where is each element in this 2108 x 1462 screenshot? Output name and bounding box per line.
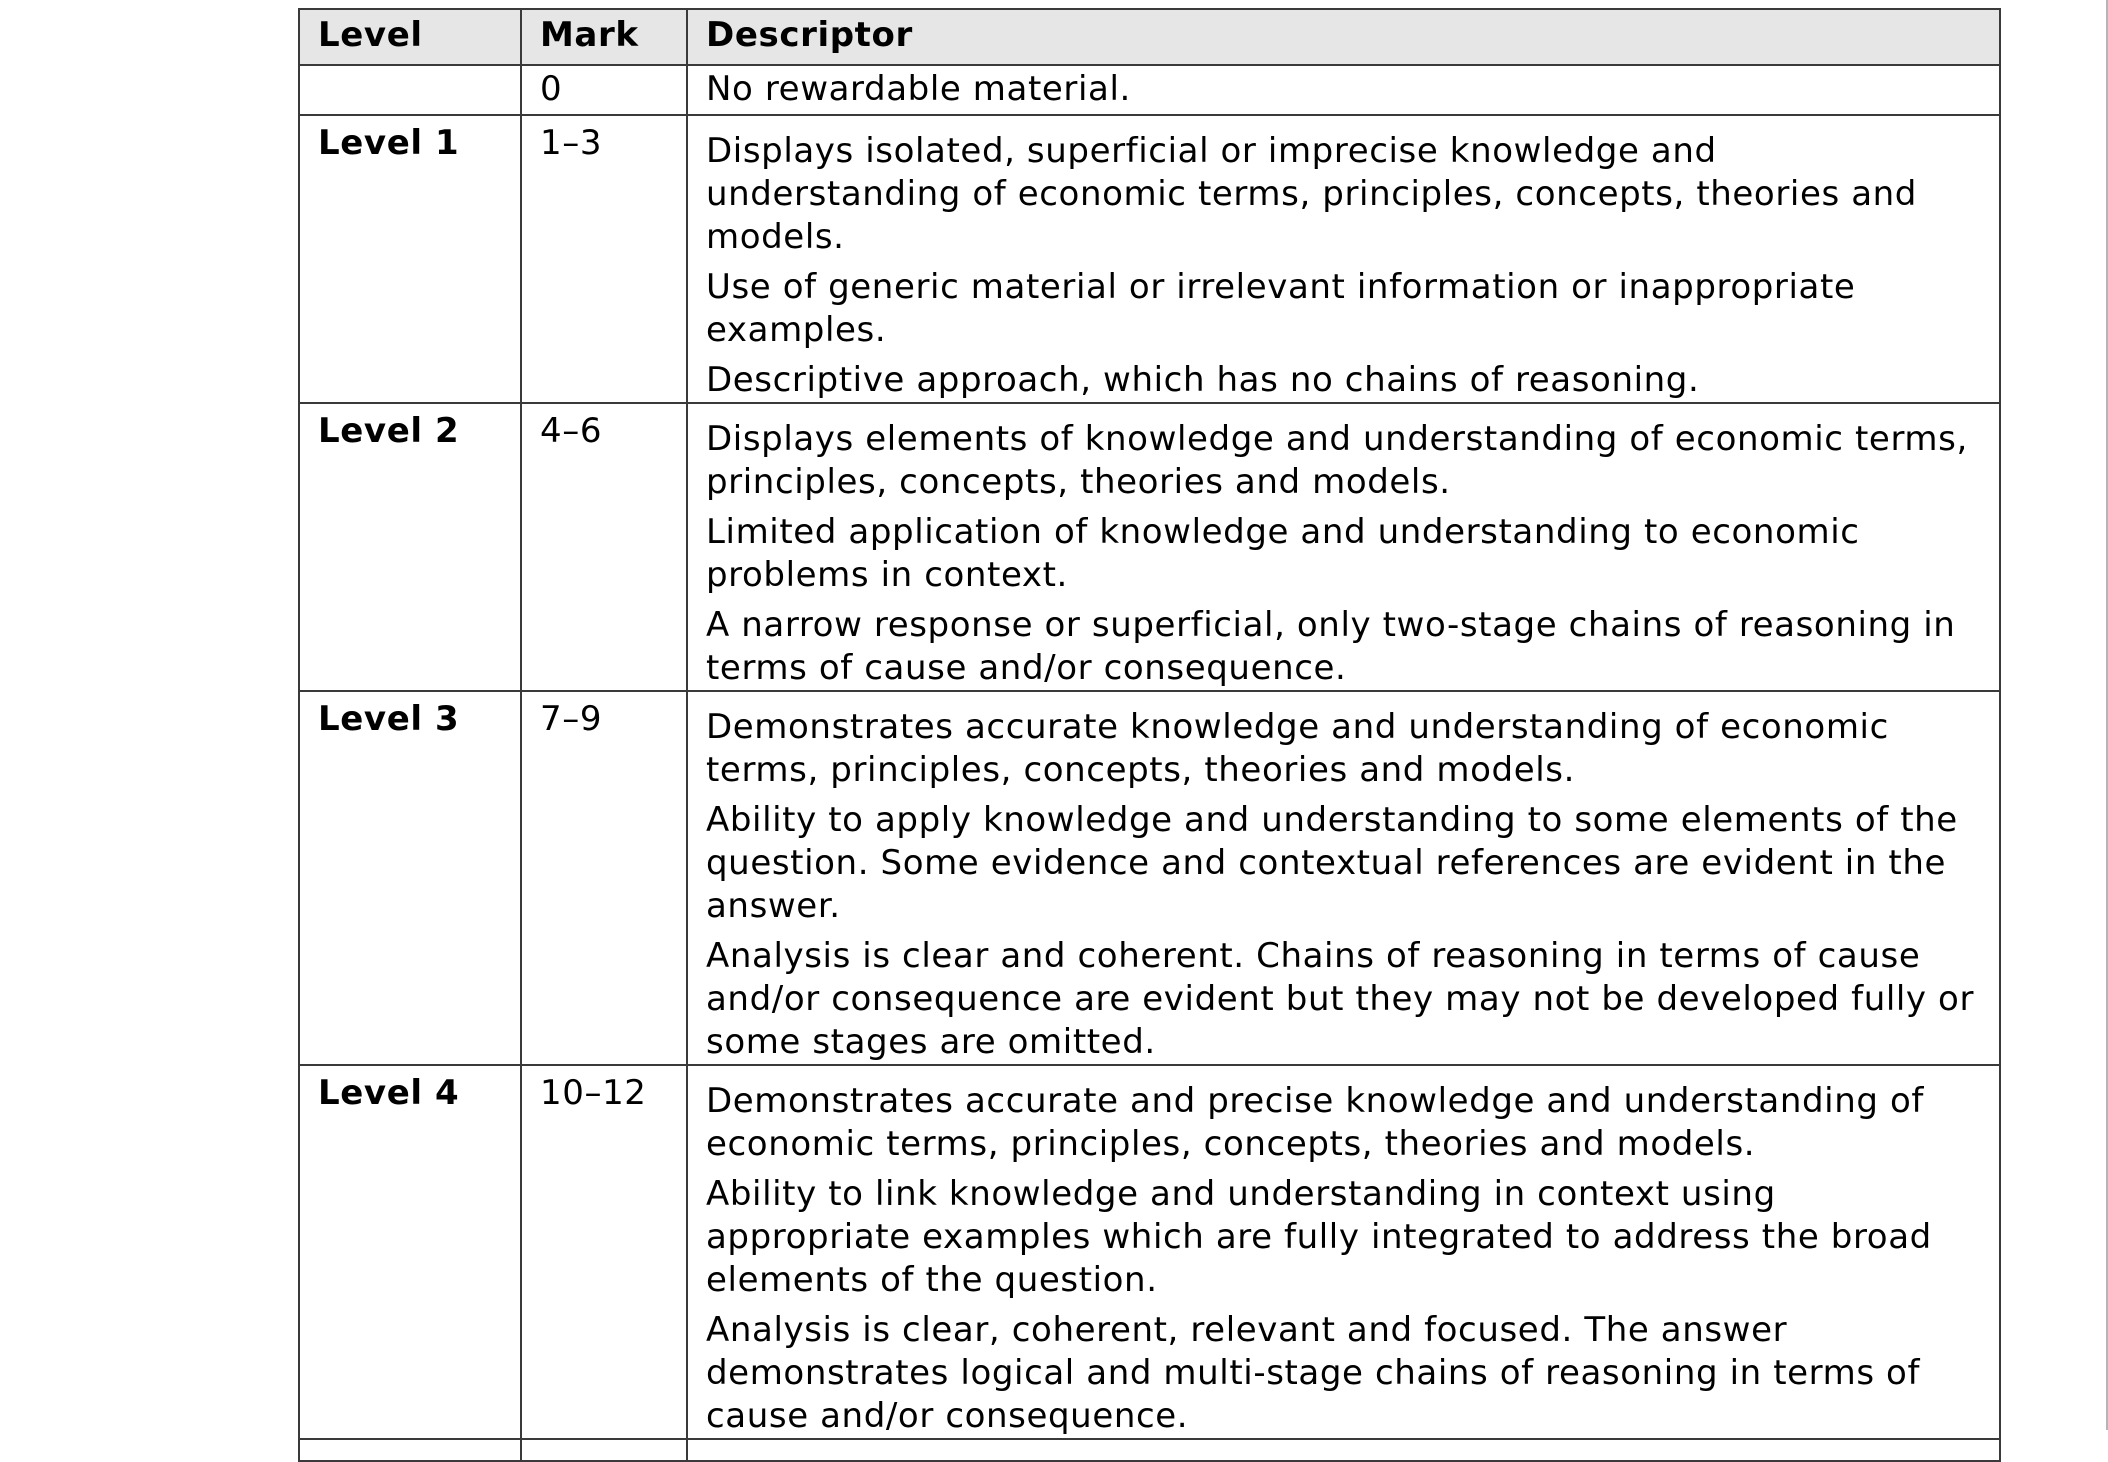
mark-cell: 1–3 [521,115,687,403]
descriptor-text: Use of generic material or irrelevant information or inappropriate examples. [706,267,1856,350]
table-row-cutoff [299,1439,2000,1461]
level-cell: Level 4 [299,1065,521,1439]
header-row [299,9,2000,65]
descriptor-text: Ability to apply knowledge and understanding to some elements of the question. Some evidence and contextual references are evident in the answer. [706,800,1958,926]
level-cell: Level 3 [299,691,521,1065]
header-level: Level [299,9,521,65]
mark-cell: 4–6 [521,403,687,691]
descriptor-text: Displays isolated, superficial or imprecise knowledge and understanding of economic terms, principles, concepts, theories and models. [706,131,1917,257]
descriptor-text: Limited application of knowledge and understanding to economic problems in context. [706,512,1860,595]
mark-cell: 10–12 [521,1065,687,1439]
header-descriptor: Descriptor [687,9,2000,65]
descriptor-text: Demonstrates accurate and precise knowledge and understanding of economic terms, principles, concepts, theories and models. [706,1081,1924,1164]
table-header [299,9,2000,65]
descriptor-cell [687,115,2000,403]
table-row-0 [299,65,2000,115]
descriptor-text: Ability to link knowledge and understanding in context using appropriate examples which are fully integrated to address the broad elements of the question. [706,1174,1932,1300]
descriptor-cell [687,65,2000,115]
descriptor-text: Displays elements of knowledge and understanding of economic terms, principles, concepts, theories and models. [706,419,1968,502]
empty-cell [299,1439,521,1461]
descriptor-cell [687,403,2000,691]
descriptor-text: A narrow response or superficial, only two-stage chains of reasoning in terms of cause and/or consequence. [706,605,1956,688]
table-row-level-2 [299,403,2000,691]
mark-cell: 7–9 [521,691,687,1065]
level-cell: Level 2 [299,403,521,691]
descriptor-text: Analysis is clear and coherent. Chains of reasoning in terms of cause and/or consequence are evident but they may not be developed fully or some stages are omitted. [706,936,1975,1062]
descriptor-text: Demonstrates accurate knowledge and understanding of economic terms, principles, concepts, theories and models. [706,707,1889,790]
table-body [299,65,2000,1461]
table-row-level-4 [299,1065,2000,1439]
descriptor-text: Descriptive approach, which has no chains of reasoning. [706,360,1700,400]
level-cell [299,65,521,115]
header-mark: Mark [521,9,687,65]
descriptor-text: Analysis is clear, coherent, relevant and focused. The answer demonstrates logical and multi-stage chains of reasoning in terms of cause and/or consequence. [706,1310,1921,1436]
empty-cell [687,1439,2000,1461]
table-row-level-3 [299,691,2000,1065]
level-cell: Level 1 [299,115,521,403]
descriptor-cell [687,1065,2000,1439]
descriptor-cell [687,691,2000,1065]
mark-cell: 0 [521,65,687,115]
table-row-level-1 [299,115,2000,403]
level-descriptor-table [298,8,2001,1462]
descriptor-text: No rewardable material. [706,69,1131,109]
empty-cell [521,1439,687,1461]
